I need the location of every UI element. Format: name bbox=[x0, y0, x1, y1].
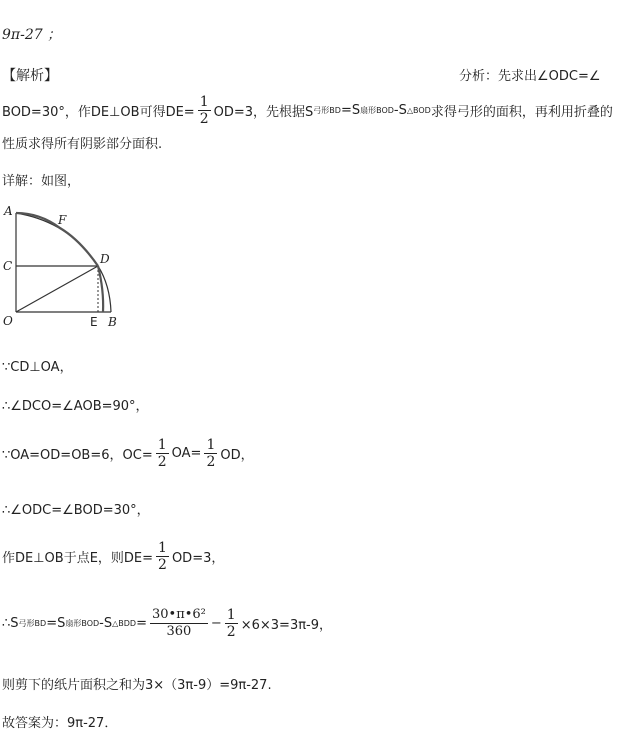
step-3: ∵OA=OD=OB=6，OC= $\frac{1}{2}$ OA= $\frac{1}{2}$ OD， bbox=[2, 437, 254, 470]
label-o: O bbox=[3, 314, 13, 328]
jiexi-label: 【解析】 bbox=[2, 68, 58, 84]
fraction-half: $\frac{1}{2}$ bbox=[226, 607, 236, 640]
step-5: 作DE⊥OB于点E，则DE= $\frac{1}{2}$ OD=3， bbox=[2, 540, 225, 573]
label-a: A bbox=[4, 204, 13, 218]
fraction-sector-area: $\frac{\text{30•π•6²}}{360}$ bbox=[151, 607, 206, 639]
fraction-half: $\frac{1}{2}$ bbox=[206, 437, 216, 470]
step-1: ∵CD⊥OA， bbox=[2, 360, 73, 375]
label-d: D bbox=[100, 252, 110, 266]
label-f: F bbox=[58, 213, 67, 227]
folded-arc-upper bbox=[16, 213, 98, 266]
step-7: 则剪下的纸片面积之和为3×（3π-9）=9π-27. bbox=[2, 678, 272, 693]
segment-od bbox=[16, 266, 98, 312]
step-2: ∴∠DCO=∠AOB=90°， bbox=[2, 399, 149, 414]
fraction-half: $\frac{1}{2}$ bbox=[158, 540, 167, 573]
label-c: C bbox=[3, 259, 13, 273]
step-6: ∴S 弓形BD =S 扇形BOD -S △BDD = $\frac{\text{30•π•6²}}{360}$ − $\frac{1}{2}$ ×6×3=3π-9， bbox=[2, 607, 332, 640]
answer-top: 9π-27 ； bbox=[2, 27, 62, 43]
detail-label: 详解：如图， bbox=[2, 174, 81, 189]
label-e: E bbox=[90, 315, 98, 329]
fraction-half: $\frac{1}{2}$ bbox=[157, 437, 167, 470]
arc-ad bbox=[16, 213, 98, 266]
step-4: ∴∠ODC=∠BOD=30°， bbox=[2, 503, 150, 518]
geometry-figure bbox=[0, 200, 140, 335]
fraction-half: $\frac{1}{2}$ bbox=[199, 94, 209, 127]
label-b: B bbox=[108, 315, 117, 329]
step-8: 故答案为：9π-27． bbox=[2, 716, 118, 731]
analysis-label: 分析：先求出∠ODC=∠ bbox=[459, 69, 601, 84]
analysis-line-3: 性质求得所有阴影部分面积. bbox=[2, 137, 163, 152]
analysis-line-2: BOD=30°，作DE⊥OB可得DE= $\frac{1}{2}$ OD=3，先根据S 弓形BD =S 扇形BOD -S △BOD 求得弓形的面积，再利用折叠的 bbox=[2, 94, 613, 127]
